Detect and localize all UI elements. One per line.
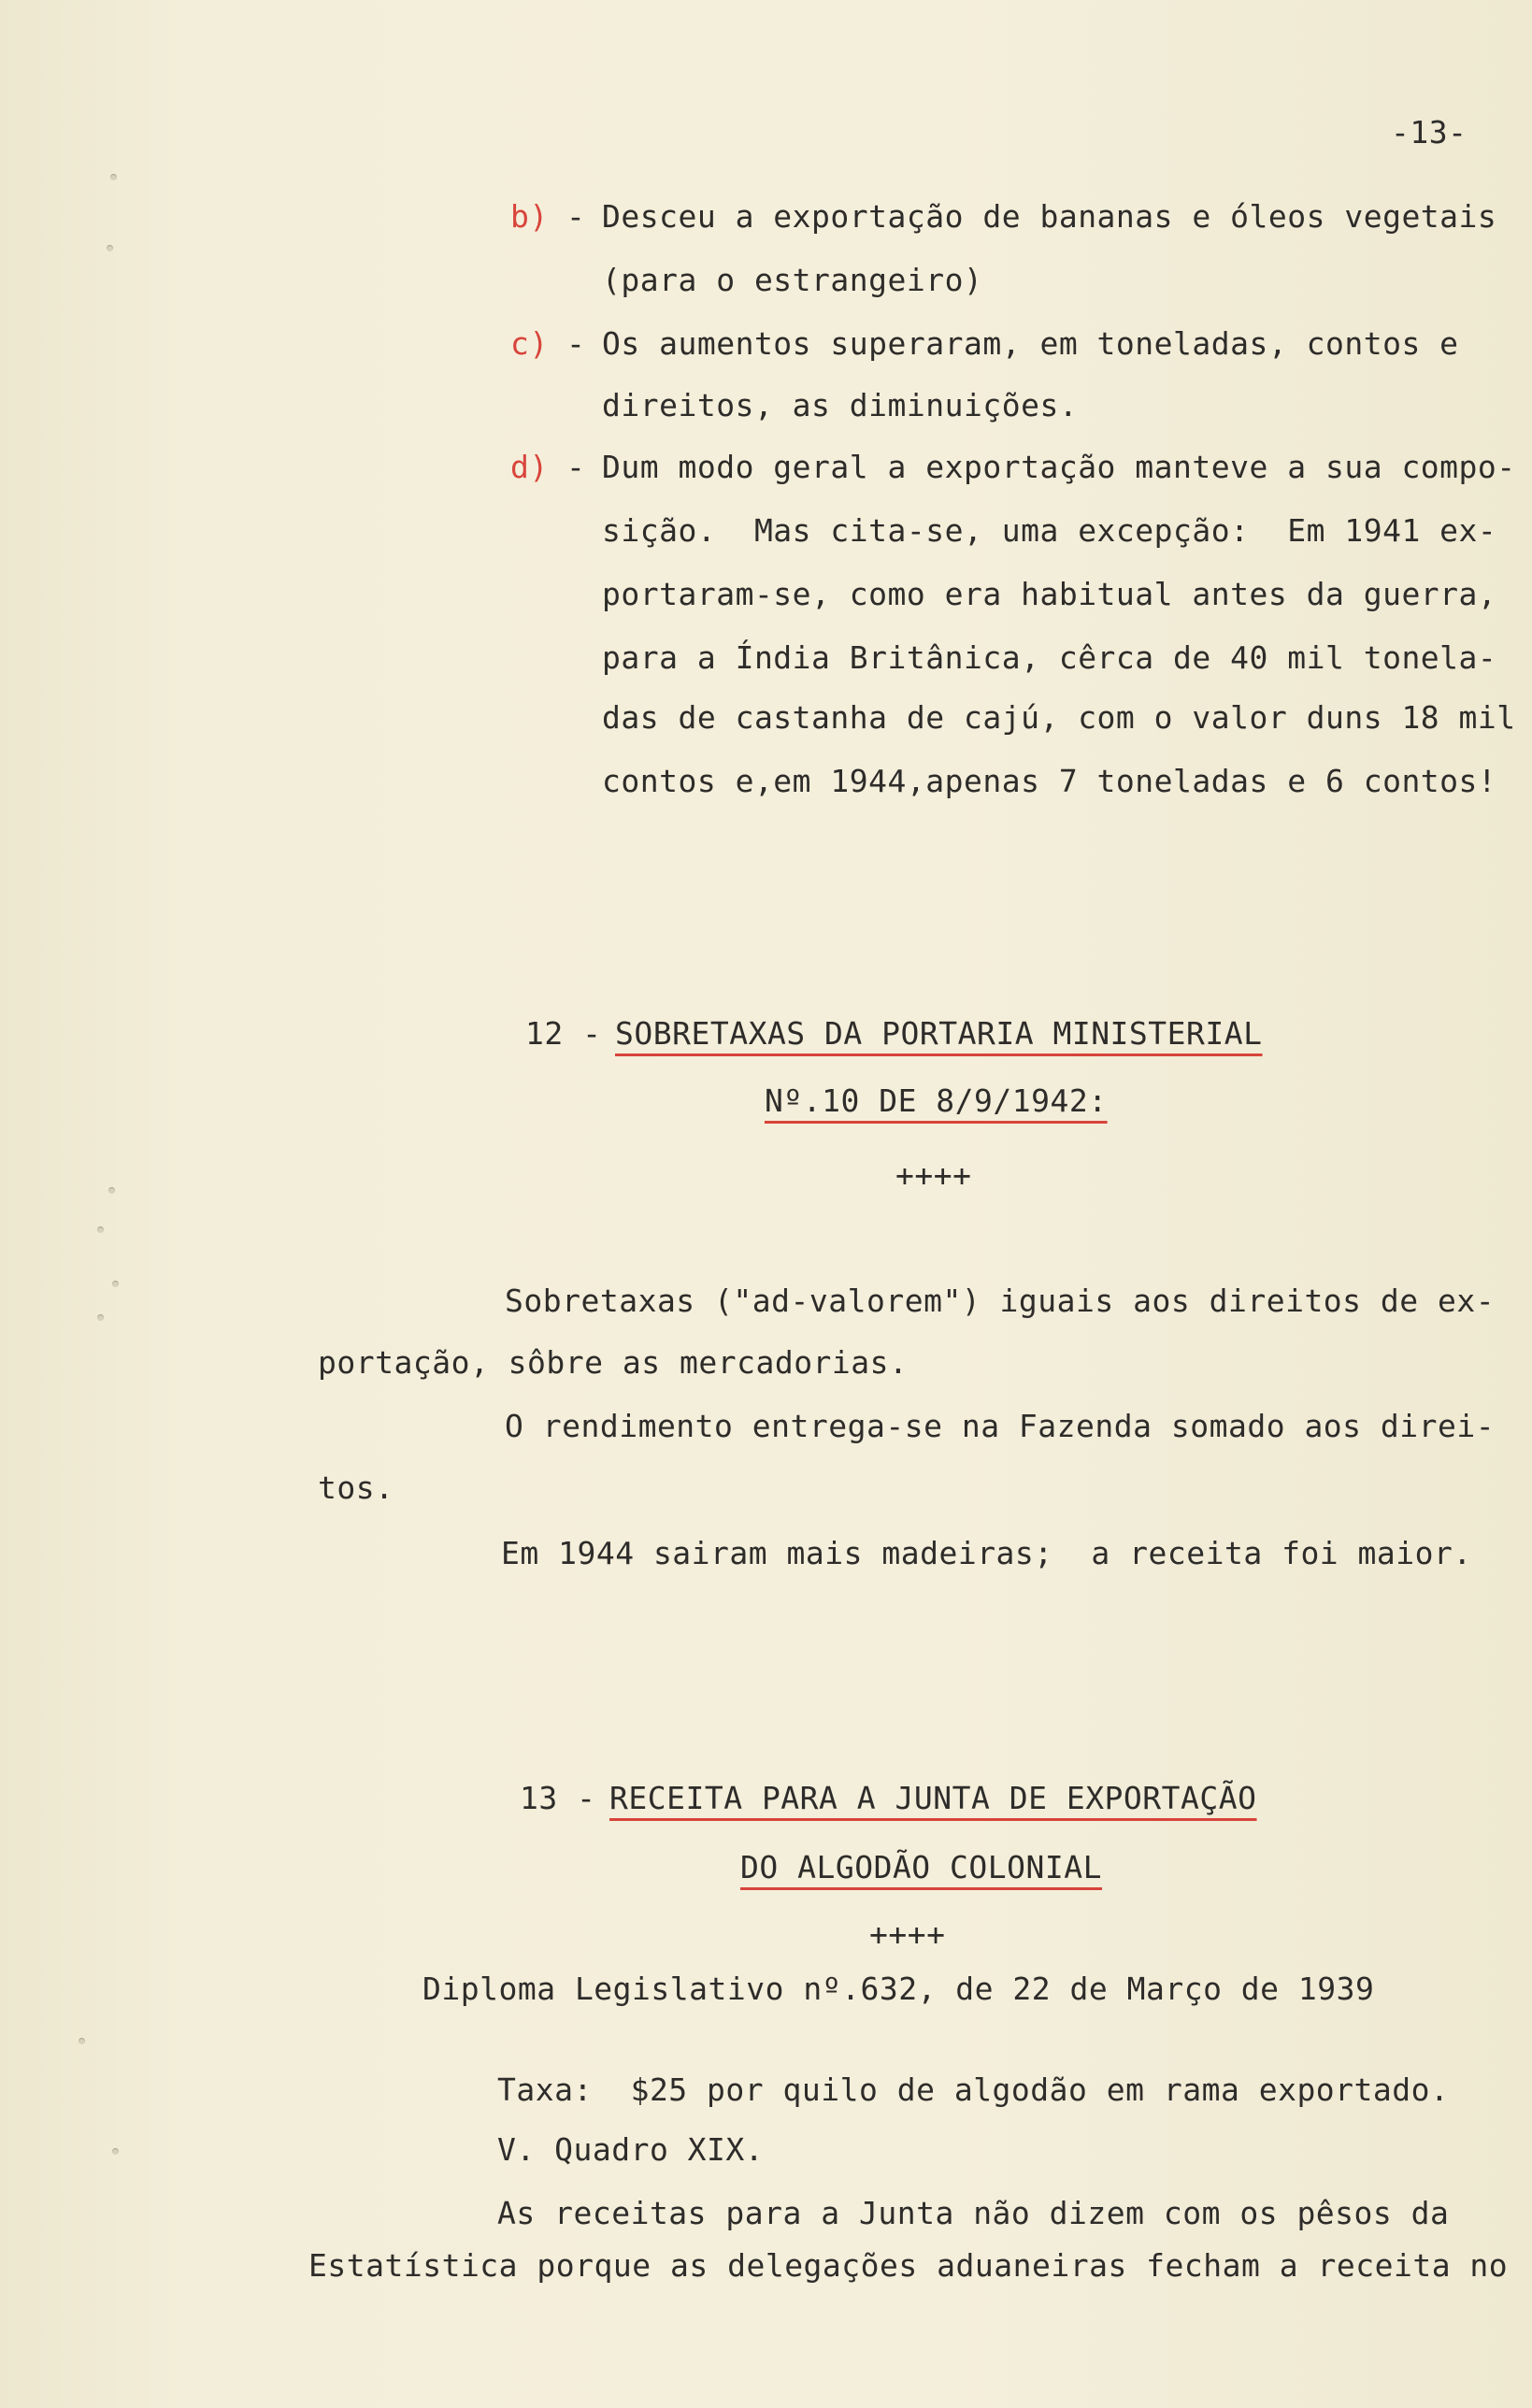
binder-hole (107, 245, 113, 251)
section-separator: ++++ (869, 1916, 946, 1953)
item-d-text: para a Índia Britânica, cêrca de 40 mil tonela- (602, 639, 1497, 676)
item-c-label: c) (510, 325, 549, 362)
item-d-text: portaram-se, como era habitual antes da guerra, (602, 576, 1497, 612)
paragraph-text: Em 1944 sairam mais madeiras; a receita foi maior. (501, 1535, 1472, 1571)
binder-hole (110, 174, 117, 180)
item-c-dash: - (566, 325, 586, 362)
paragraph-text: portação, sôbre as mercadorias. (318, 1344, 909, 1381)
item-b-text: (para o estrangeiro) (602, 262, 983, 298)
binder-hole (97, 1226, 104, 1233)
binder-hole (112, 1281, 119, 1287)
paragraph-text: Sobretaxas ("ad-valorem") iguais aos direitos de ex- (505, 1283, 1496, 1319)
item-d-label: d) (510, 449, 549, 485)
item-b-text: Desceu a exportação de bananas e óleos vegetais (602, 198, 1497, 235)
section-separator: ++++ (895, 1157, 972, 1194)
section-13-number: 13 - (520, 1780, 596, 1816)
item-c-text: Os aumentos superaram, em toneladas, contos e (602, 325, 1459, 362)
item-d-text: sição. Mas cita-se, uma excepção: Em 1941 ex- (602, 512, 1497, 549)
section-12-title: Nº.10 DE 8/9/1942: (765, 1082, 1108, 1119)
paragraph-text: V. Quadro XIX. (497, 2131, 765, 2168)
binder-hole (108, 1187, 115, 1194)
paragraph-text: O rendimento entrega-se na Fazenda somado aos direi- (505, 1408, 1496, 1444)
section-12-title: SOBRETAXAS DA PORTARIA MINISTERIAL (615, 1015, 1263, 1052)
item-c-text: direitos, as diminuições. (602, 387, 1079, 423)
paragraph-text: As receitas para a Junta não dizem com os pêsos da (497, 2195, 1450, 2231)
item-d-text: Dum modo geral a exportação manteve a sua compo- (602, 449, 1516, 485)
paragraph-text: Diploma Legislativo nº.632, de 22 de Março de 1939 (422, 1971, 1375, 2007)
item-d-text: contos e,em 1944,apenas 7 toneladas e 6 contos! (602, 763, 1497, 799)
item-d-dash: - (566, 449, 586, 485)
paragraph-text: Estatística porque as delegações aduaneiras fecham a receita no (308, 2247, 1509, 2284)
item-d-text: das de castanha de cajú, com o valor duns 18 mil (602, 699, 1516, 736)
page-number: -13- (1391, 114, 1468, 150)
paragraph-text: Taxa: $25 por quilo de algodão em rama exportado. (497, 2071, 1450, 2108)
binder-hole (112, 2148, 119, 2155)
paragraph-text: tos. (318, 1469, 394, 1506)
section-13-title: DO ALGODÃO COLONIAL (740, 1849, 1102, 1885)
section-12-number: 12 - (525, 1015, 602, 1052)
binder-hole (79, 2038, 85, 2044)
section-13-title: RECEITA PARA A JUNTA DE EXPORTAÇÃO (609, 1780, 1257, 1816)
item-b-label: b) (510, 198, 549, 235)
item-b-dash: - (566, 198, 586, 235)
binder-hole (97, 1314, 104, 1321)
